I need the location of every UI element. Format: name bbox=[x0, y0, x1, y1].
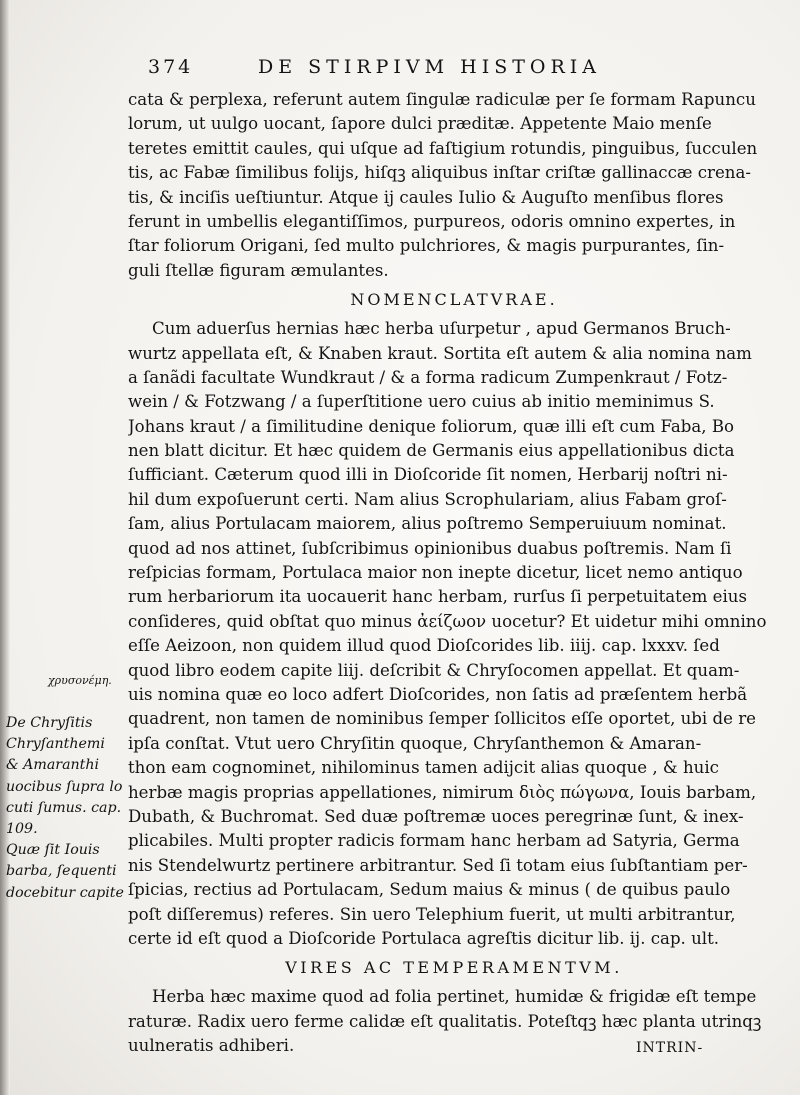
margin-note-line: 109. bbox=[6, 820, 38, 837]
text-line: ſufficiant. Cæterum quod illi in Dioſcoride ſit nomen, Herbarij noſtri ni- bbox=[128, 465, 728, 485]
section-heading-nomenclature: NOMENCLATVRAE. bbox=[350, 290, 558, 310]
text-line: ſtar foliorum Origani, ſed multo pulchriores, & magis purpurantes, ſin- bbox=[128, 236, 725, 256]
text-line: teretes emittit caules, qui uſque ad faſtigium rotundis, pinguibus, ſucculen bbox=[128, 138, 758, 158]
text-line: lorum, ut uulgo uocant, ſapore dulci præditæ. Appetente Maio menſe bbox=[128, 114, 712, 134]
text-line: quod ad nos attinet, ſubſcribimus opinionibus duabus poſtremis. Nam ſi bbox=[128, 538, 732, 558]
text-line: Herba hæc maxime quod ad folia pertinet, humidæ & frigidæ eſt tempe bbox=[152, 987, 757, 1007]
margin-note-line: docebitur capite bbox=[6, 884, 124, 901]
text-line: wurtz appellata eſt, & Knaben kraut. Sortita eſt autem & alia nomina nam bbox=[128, 343, 752, 363]
text-line: raturæ. Radix uero ferme calidæ eſt qualitatis. Poteſtqꝫ hæc planta utrinqꝫ bbox=[128, 1011, 762, 1031]
text-line: guli ſtellæ figuram æmulantes. bbox=[128, 260, 389, 280]
text-line: cata & perplexa, referunt autem ſingulæ radiculæ per ſe formam Rapuncu bbox=[128, 90, 756, 109]
text-line: ſam, alius Portulacam maiorem, alius poſtremo Semperuiuum nominat. bbox=[128, 514, 727, 534]
text-line: eſſe Aeizoon, non quidem illud quod Dioſcorides lib. iiij. cap. lxxxv. ſed bbox=[128, 636, 720, 656]
page-gutter-shadow bbox=[0, 0, 10, 1095]
text-line: quadrent, non tamen de nominibus ſemper ſollicitos eſſe oportet, ubi de re bbox=[128, 709, 756, 729]
text-line: a ſanãdi facultate Wundkraut / & a forma radicum Zumpenkraut / Fotz- bbox=[128, 367, 728, 387]
text-line: Johans kraut / a ſimilitudine denique foliorum, quæ illi eſt cum Faba, Bo bbox=[128, 416, 735, 436]
margin-notes bbox=[6, 713, 124, 904]
text-line: poſt diſſeremus) referes. Sin uero Telephium fuerit, ut multi arbitrantur, bbox=[128, 904, 736, 924]
text-line: tis, ac Fabæ ſimilibus folijs, hiſqꝫ aliquibus inſtar criſtæ gallinaccæ crena- bbox=[128, 163, 751, 183]
margin-note-line: De Chryſitis bbox=[6, 715, 93, 731]
text-line: tis, & inciſis ueſtiuntur. Atque ij caules Iulio & Auguſto menſibus flores bbox=[128, 187, 724, 207]
text-line: reſpicias formam, Portulaca maior non inepte dicetur, licet nemo antiquo bbox=[128, 563, 743, 583]
margin-greek-note: χρυσονέμη. bbox=[48, 674, 112, 687]
margin-note-line: barba, ſequenti bbox=[6, 863, 117, 880]
text-line: Dubath, & Buchromat. Sed duæ poſtremæ uoces peregrinæ ſunt, & inex- bbox=[128, 806, 744, 826]
margin-note-line: Chryſanthemi bbox=[6, 736, 105, 753]
main-text-block bbox=[128, 88, 780, 1058]
text-line: uis nomina quæ eo loco adfert Dioſcorides, non ſatis ad præſentem herbã bbox=[128, 684, 748, 704]
margin-note-line: cuti ſumus. cap. bbox=[6, 799, 122, 816]
text-line: ſpicias, rectius ad Portulacam, Sedum maius & minus ( de quibus paulo bbox=[128, 880, 731, 900]
page-number: 374 bbox=[148, 56, 194, 78]
margin-note-line: Quæ ſit Iouis bbox=[6, 842, 100, 859]
text-line: certe id eſt quod a Dioſcoride Portulaca agreſtis dicitur lib. ij. cap. ult. bbox=[128, 928, 720, 948]
catchword: INTRIN- bbox=[636, 1040, 704, 1056]
text-line: quod libro eodem capite liij. deſcribit & Chryſocomen appellat. Et quam- bbox=[128, 660, 740, 680]
margin-note-line: & Amaranthi bbox=[6, 757, 100, 774]
text-line: nen blatt dicitur. Et hæc quidem de Germanis eius appellationibus dicta bbox=[128, 441, 735, 461]
running-head bbox=[148, 56, 648, 84]
text-line: nis Stendelwurtz pertinere arbitrantur. Sed ſi totam eius ſubſtantiam per- bbox=[128, 855, 748, 875]
text-line: hil dum expoſuerunt certi. Nam alius Scrophulariam, alius Fabam groſ- bbox=[128, 489, 727, 509]
text-line: ipſa conſtat. Vtut uero Chryſitin quoque, Chryſanthemon & Amaran- bbox=[128, 733, 702, 753]
text-line: uulneratis adhiberi. bbox=[128, 1036, 295, 1056]
text-line: Cum aduerſus hernias hæc herba uſurpetur , apud Germanos Bruch- bbox=[152, 319, 731, 339]
text-line: plicabiles. Multi propter radicis formam hanc herbam ad Satyria, Germa bbox=[128, 831, 740, 851]
text-line: thon eam cognominet, nihilominus tamen adijcit alias quoque , & huic bbox=[128, 758, 719, 778]
text-line: wein / & Fotzwang / a ſuperſtitione uero cuius ab initio meminimus S. bbox=[128, 392, 715, 412]
text-line: ferunt in umbellis elegantiſſimos, purpureos, odoris omnino expertes, in bbox=[128, 211, 736, 231]
text-line: rum herbariorum ita uocauerit hanc herbam, rurſus ſi perpetuitatem eius bbox=[128, 587, 747, 607]
margin-note-line: uocibus ſupra lo bbox=[6, 778, 123, 795]
section-heading-vires: VIRES AC TEMPERAMENTVM. bbox=[285, 958, 623, 978]
running-title: DE STIRPIVM HISTORIA bbox=[258, 56, 602, 78]
text-line: herbæ magis proprias appellationes, nimirum διὸς πώγωνα, Iouis barbam, bbox=[128, 782, 757, 802]
text-line: conſideres, quid obſtat quo minus ἀείζωον uocetur? Et uidetur mihi omnino bbox=[128, 611, 767, 631]
